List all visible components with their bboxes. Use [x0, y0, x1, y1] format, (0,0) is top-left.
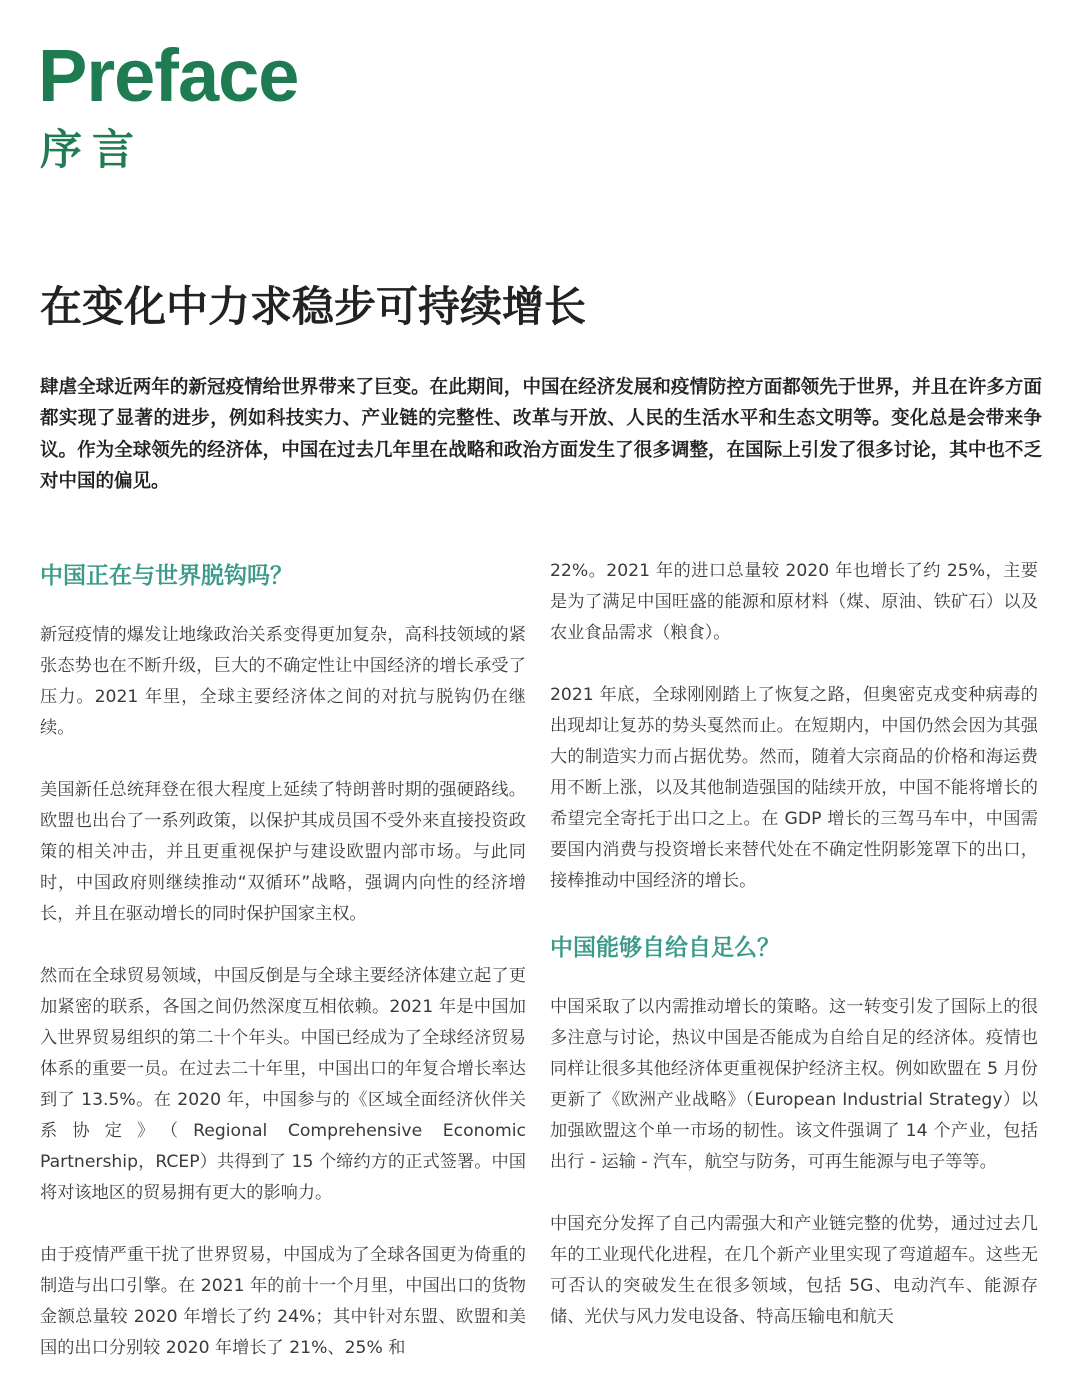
page-title-english: Preface: [38, 34, 299, 117]
left-column: [40, 556, 526, 1395]
body-paragraph: 中国采取了以内需推动增长的策略。这一转变引发了国际上的很多注意与讨论，热议中国是否能成为自给自足的经济体。疫情也同样让很多其他经济体更重视保护经济主权。例如欧盟在 5 月份更新了《欧洲产业战略》（European Industrial Strategy）以加强欧盟这个单一市场的韧性。该文件强调了 14 个产业，包括出行 - 运输 - 汽车，航空与防务，可再生能源与电子等等。: [550, 997, 1038, 1172]
page-title-chinese: 序言: [40, 125, 145, 174]
section-heading-self-sufficiency: 中国能够自给自足么？: [550, 935, 780, 961]
right-column: [550, 556, 1038, 1364]
body-paragraph: 美国新任总统拜登在很大程度上延续了特朗普时期的强硬路线。欧盟也出台了一系列政策，以保护其成员国不受外来直接投资政策的相关冲击，并且更重视保护与建设欧盟内部市场。与此同时，中国政府则继续推动“双循环”战略，强调内向性的经济增长，并且在驱动增长的同时保护国家主权。: [40, 780, 526, 924]
article-headline: 在变化中力求稳步可持续增长: [40, 282, 587, 331]
body-paragraph: 新冠疫情的爆发让地缘政治关系变得更加复杂，高科技领域的紧张态势也在不断升级，巨大的不确定性让中国经济的增长承受了压力。2021 年里，全球主要经济体之间的对抗与脱钩仍在继续。: [40, 625, 526, 738]
section-heading-decoupling: 中国正在与世界脱钩吗？: [40, 563, 293, 589]
body-paragraph: 中国充分发挥了自己内需强大和产业链完整的优势，通过过去几年的工业现代化进程，在几个新产业里实现了弯道超车。这些无可否认的突破发生在很多领域，包括 5G、电动汽车、能源存储、光伏与风力发电设备、特高压输电和航天: [550, 1214, 1038, 1327]
body-paragraph: 由于疫情严重干扰了世界贸易，中国成为了全球各国更为倚重的制造与出口引擎。在 2021 年的前十一个月里，中国出口的货物金额总量较 2020 年增长了约 24%；其中针对东盟、欧盟和美国的出口分别较 2020 年增长了 21%、25% 和: [40, 1245, 526, 1358]
body-paragraph: 22%。2021 年的进口总量较 2020 年也增长了约 25%，主要是为了满足中国旺盛的能源和原材料（煤、原油、铁矿石）以及农业食品需求（粮食）。: [550, 561, 1038, 643]
body-paragraph: 2021 年底，全球刚刚踏上了恢复之路，但奥密克戎变种病毒的出现却让复苏的势头戛然而止。在短期内，中国仍然会因为其强大的制造实力而占据优势。然而，随着大宗商品的价格和海运费用不断上涨，以及其他制造强国的陆续开放，中国不能将增长的希望完全寄托于出口之上。在 GDP 增长的三驾马车中，中国需要国内消费与投资增长来替代处在不确定性阴影笼罩下的出口，接棒推动中国经济的增长。: [550, 685, 1038, 891]
intro-paragraph: 肆虐全球近两年的新冠疫情给世界带来了巨变。在此期间，中国在经济发展和疫情防控方面都领先于世界，并且在许多方面都实现了显著的进步，例如科技实力、产业链的完整性、改革与开放、人民的生活水平和生态文明等。变化总是会带来争议。作为全球领先的经济体，中国在过去几年里在战略和政治方面发生了很多调整，在国际上引发了很多讨论，其中也不乏对中国的偏见。: [40, 377, 1042, 492]
body-paragraph: 然而在全球贸易领域，中国反倒是与全球主要经济体建立起了更加紧密的联系，各国之间仍然深度互相依赖。2021 年是中国加入世界贸易组织的第二十个年头。中国已经成为了全球经济贸易体系的重要一员。在过去二十年里，中国出口的年复合增长率达到了 13.5%。在 2020 年，中国参与的《区域全面经济伙伴关系协定》（Regional Comprehensive Economic Partnership，RCEP）共得到了 15 个缔约方的正式签署。中国将对该地区的贸易拥有更大的影响力。: [40, 966, 526, 1203]
